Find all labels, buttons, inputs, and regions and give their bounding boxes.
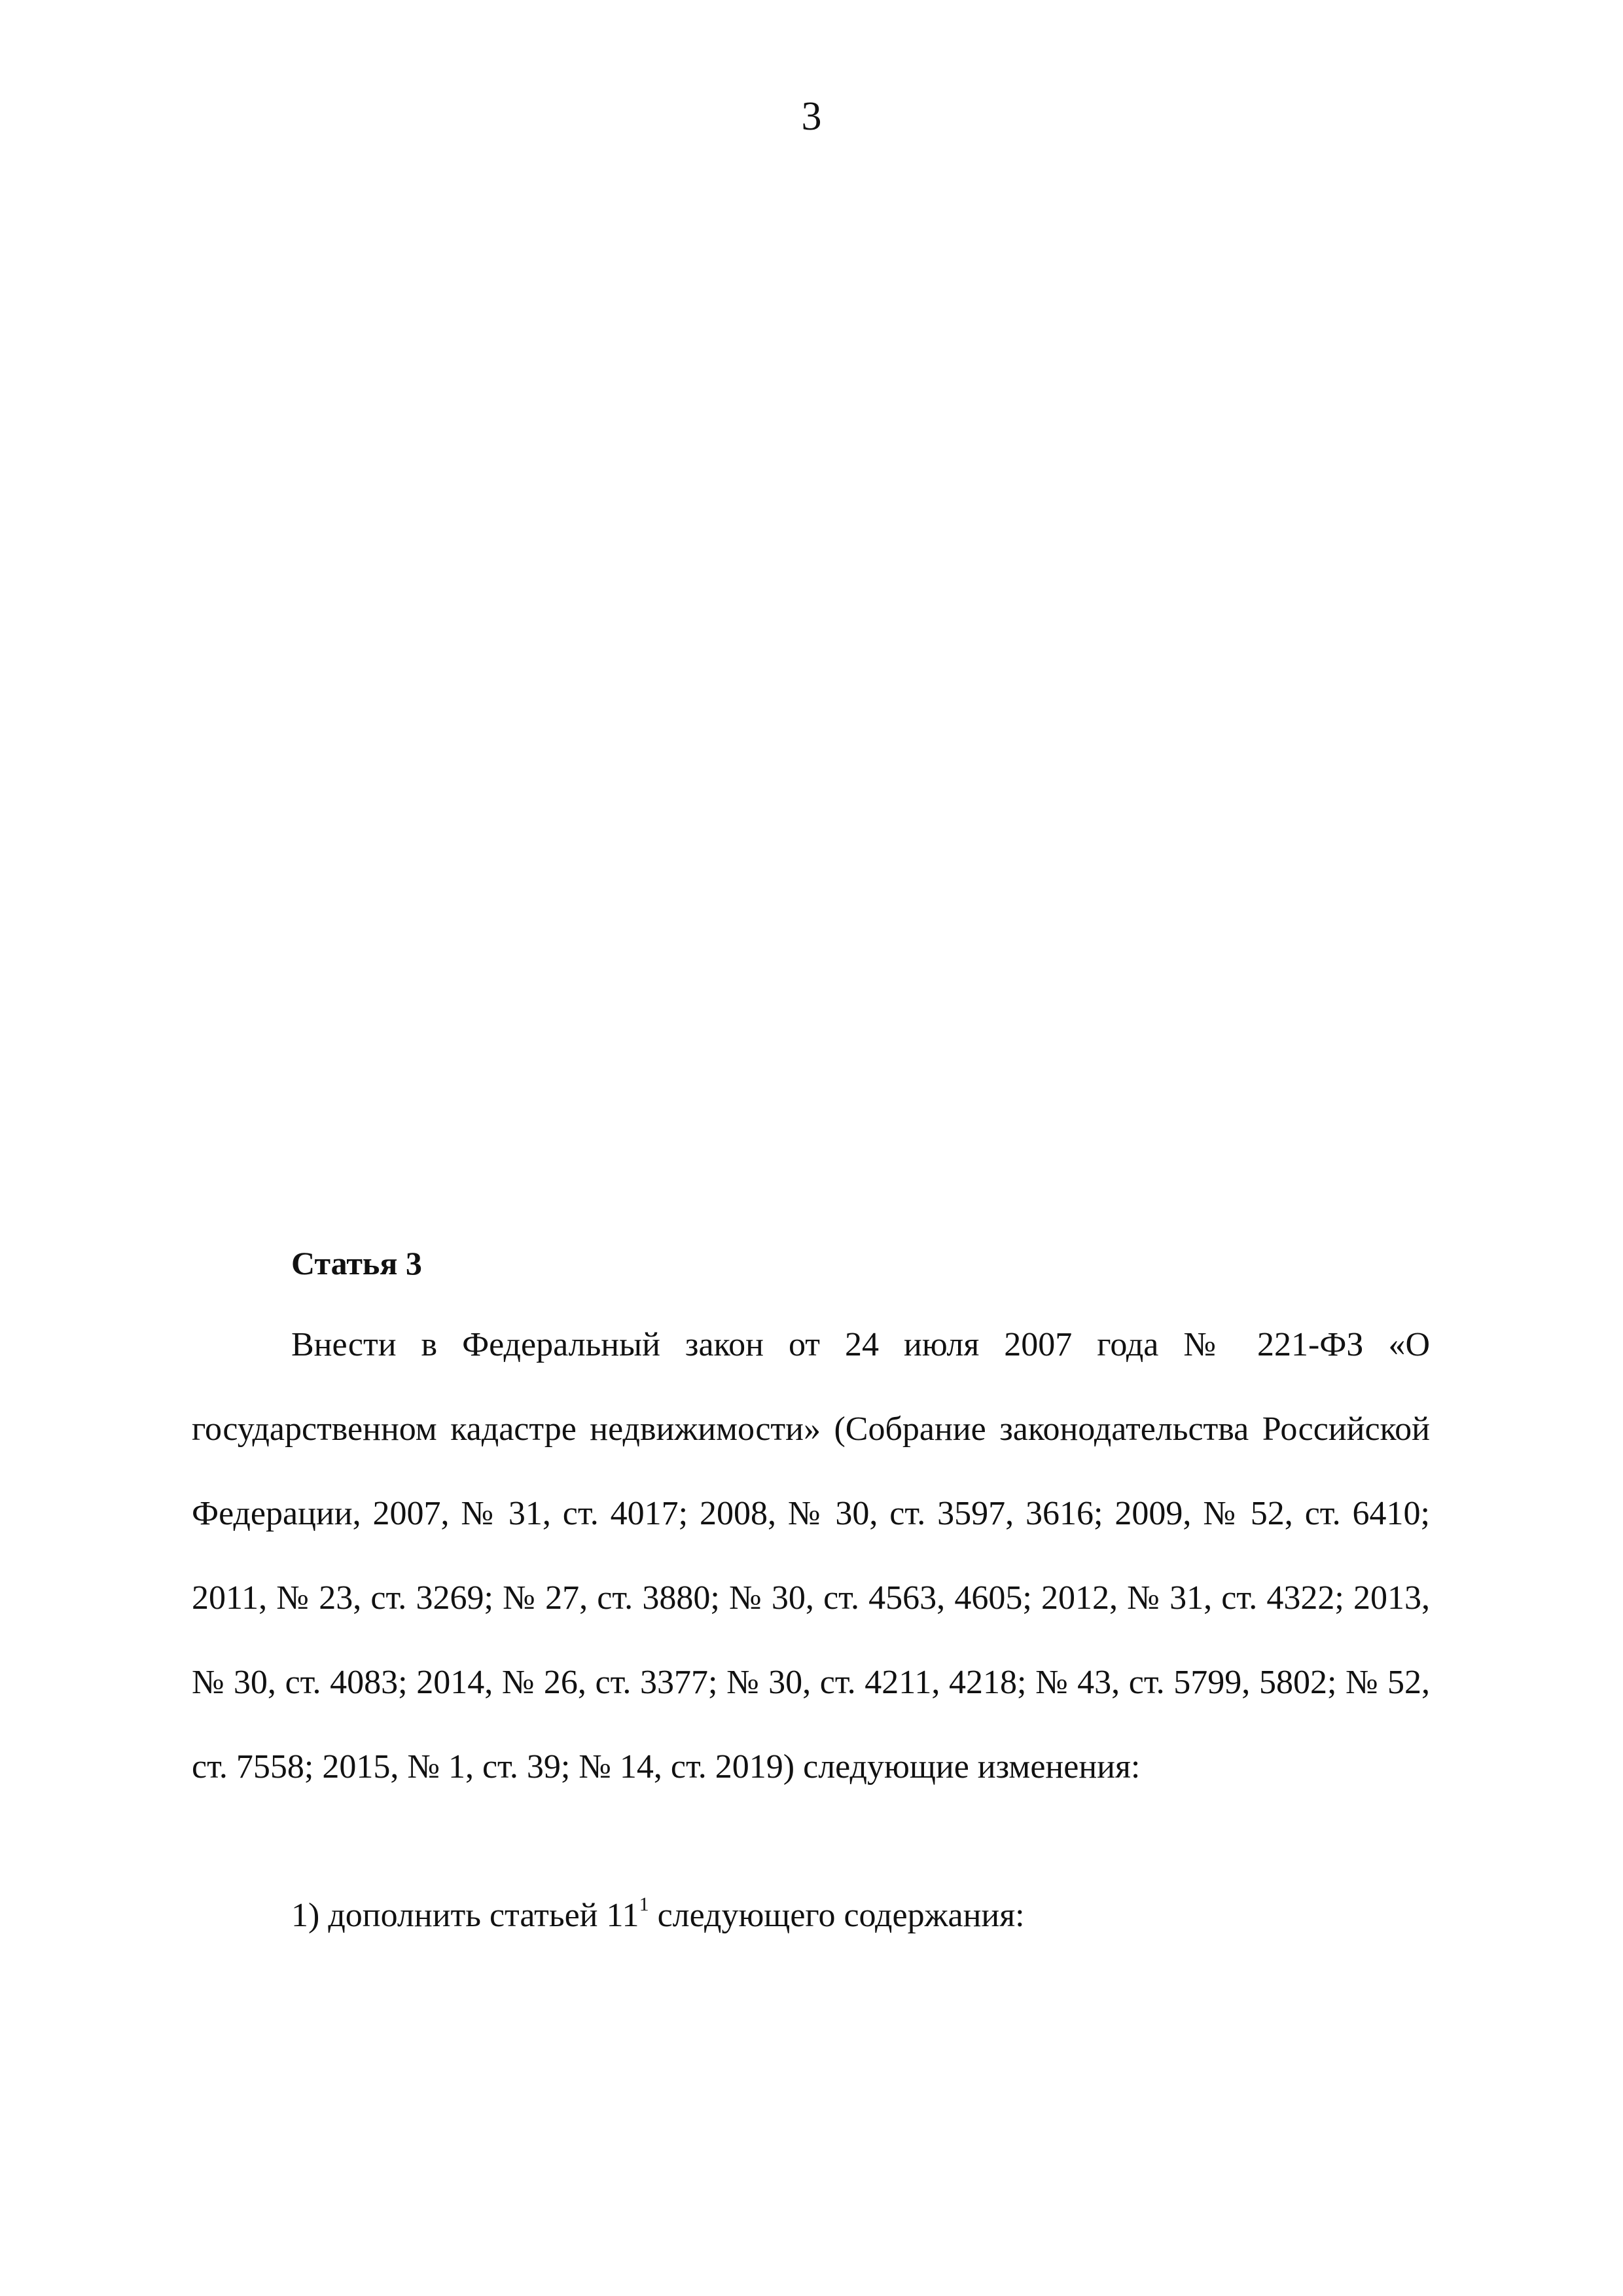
article-number-superscript: 1	[639, 1893, 649, 1915]
amendment-item-1	[291, 1873, 1025, 1958]
amendment-item-1-prefix: 1) дополнить статьей 11	[291, 1897, 639, 1934]
page-number: 3	[801, 94, 822, 139]
article-heading: Статья 3	[291, 1245, 422, 1282]
article-body-paragraph: Внести в Федеральный закон от 24 июля 2007 года № 221-ФЗ «О государственном кадастре недвижимости» (Собрание законодательства Российской Федерации, 2007, № 31, ст. 4017; 2008, № 30, ст. 3597, 3616; 2009, № 52, ст. 6410; 2011, № 23, ст. 3269; № 27, ст. 3880; № 30, ст. 4563, 4605; 2012, № 31, ст. 4322; 2013, № 30, ст. 4083; 2014, № 26, ст. 3377; № 30, ст. 4211, 4218; № 43, ст. 5799, 5802; № 52, ст. 7558; 2015, № 1, ст. 39; № 14, ст. 2019) следующие изменения:	[192, 1326, 1430, 1785]
amendment-item-1-suffix: следующего содержания:	[649, 1897, 1025, 1934]
